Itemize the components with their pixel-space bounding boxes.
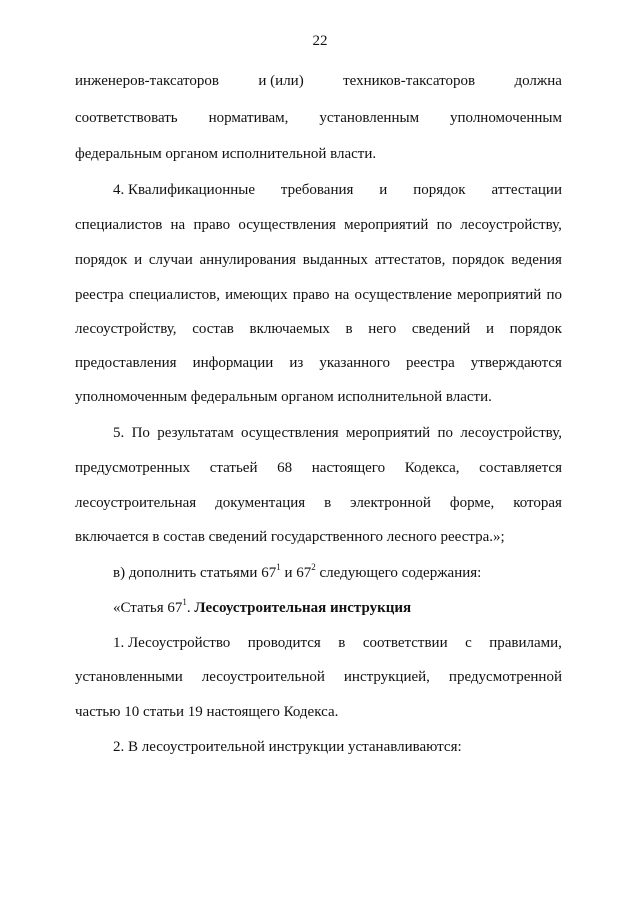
word: из: [289, 355, 304, 371]
word: включаемых: [249, 321, 330, 337]
article-prefix: «Статья 67: [113, 600, 183, 616]
word: право: [292, 287, 330, 303]
word: осуществления: [238, 217, 336, 233]
word: требования: [280, 182, 354, 198]
word: имеющих: [225, 287, 288, 303]
word: порядок: [509, 321, 562, 337]
word: предоставления: [75, 355, 177, 371]
text-line-14: включается в состав сведений государственного лесного реестра.»;: [75, 529, 505, 545]
word: лесоустройству,: [460, 217, 562, 233]
word: в: [338, 635, 346, 651]
text-line-18: [75, 667, 562, 687]
word: Кодекса,: [404, 460, 460, 476]
word: аттестации: [491, 182, 562, 198]
word: порядок: [413, 182, 466, 198]
word: по: [546, 287, 562, 303]
line-15-after: следующего содержания:: [315, 565, 482, 581]
word: установленным: [319, 110, 420, 126]
word: результатам: [157, 425, 234, 441]
word: лесоустроительная: [75, 495, 197, 511]
word: на: [334, 287, 350, 303]
word: электронной: [350, 495, 431, 511]
word: аннулирования: [199, 252, 297, 268]
text-line-4: [75, 180, 562, 200]
word: нормативам,: [208, 110, 289, 126]
word: техников-таксаторов: [343, 73, 476, 89]
word: порядок: [452, 252, 505, 268]
word: предусмотренных: [75, 460, 191, 476]
word: право: [193, 217, 231, 233]
word: уполномоченным: [449, 110, 562, 126]
word: порядок: [75, 252, 128, 268]
word: инструкцией,: [343, 669, 430, 685]
word: состав: [192, 321, 234, 337]
word: и (или): [258, 73, 304, 89]
line-15-before: в) дополнить статьями 67: [113, 565, 277, 581]
word: и: [134, 252, 143, 268]
word: мероприятий: [344, 217, 429, 233]
text-line-7: [75, 285, 562, 305]
word: специалистов,: [128, 287, 220, 303]
text-line-20: 2. В лесоустроительной инструкции устанавливаются:: [113, 739, 462, 755]
word: форме,: [449, 495, 495, 511]
page-number: 22: [312, 33, 328, 49]
word: 4. Квалификационные: [113, 182, 256, 198]
word: установленными: [75, 669, 183, 685]
word: статьей: [209, 460, 258, 476]
word: с: [465, 635, 472, 651]
word: 68: [277, 460, 293, 476]
word: соответствии: [362, 635, 448, 651]
word: ведения: [511, 252, 562, 268]
text-line-10: уполномоченным федеральным органом исполнительной власти.: [75, 389, 492, 405]
text-line-19: частью 10 статьи 19 настоящего Кодекса.: [75, 704, 339, 720]
word: и: [379, 182, 388, 198]
word: мероприятий: [457, 287, 542, 303]
text-line-12: [75, 458, 562, 478]
word: мероприятий: [345, 425, 431, 441]
word: лесоустройству,: [460, 425, 562, 441]
word: предусмотренной: [448, 669, 562, 685]
text-line-6: [75, 250, 562, 270]
word: информации: [192, 355, 274, 371]
text-line-3: федеральным органом исполнительной власти.: [75, 146, 377, 162]
word: утверждаются: [470, 355, 562, 371]
word: соответствовать: [75, 110, 178, 126]
line-15-mid: и 67: [280, 565, 312, 581]
word: в: [324, 495, 332, 511]
word: специалистов: [75, 217, 163, 233]
text-line-8: [75, 319, 562, 339]
word: 5.: [113, 425, 125, 441]
text-line-1: [75, 71, 562, 91]
article-superscript: 1: [182, 597, 187, 607]
word: составляется: [479, 460, 562, 476]
article-title: Лесоустроительная инструкция: [194, 600, 412, 616]
text-line-11: [75, 423, 562, 443]
word: случаи: [148, 252, 193, 268]
word: осуществление: [354, 287, 452, 303]
word: По: [131, 425, 150, 441]
word: на: [170, 217, 186, 233]
word: которая: [513, 495, 562, 511]
superscript-2: 2: [311, 562, 316, 572]
article-dot: .: [186, 600, 195, 616]
word: лесоустроительной: [201, 669, 325, 685]
text-line-2: [75, 108, 562, 128]
word: инженеров-таксаторов: [75, 73, 220, 89]
word: указанного: [319, 355, 390, 371]
word: лесоустройству,: [75, 321, 177, 337]
word: выданных: [302, 252, 368, 268]
article-heading: [75, 598, 562, 618]
word: него: [368, 321, 397, 337]
word: должна: [514, 73, 562, 89]
text-line-9: [75, 353, 562, 373]
word: сведений: [411, 321, 471, 337]
word: осуществления: [241, 425, 339, 441]
word: реестра: [75, 287, 124, 303]
text-line-5: [75, 215, 562, 235]
word: аттестатов,: [374, 252, 446, 268]
text-line-13: [75, 493, 562, 513]
word: документация: [215, 495, 306, 511]
word: реестра: [406, 355, 455, 371]
word: по: [437, 425, 454, 441]
word: проводится: [247, 635, 321, 651]
word: по: [436, 217, 453, 233]
word: настоящего: [311, 460, 386, 476]
word: и: [485, 321, 494, 337]
superscript-1: 1: [276, 562, 281, 572]
text-line-15: [75, 563, 562, 583]
word: 1. Лесоустройство: [113, 635, 231, 651]
word: в: [345, 321, 353, 337]
text-line-17: [75, 633, 562, 653]
word: правилами,: [489, 635, 562, 651]
